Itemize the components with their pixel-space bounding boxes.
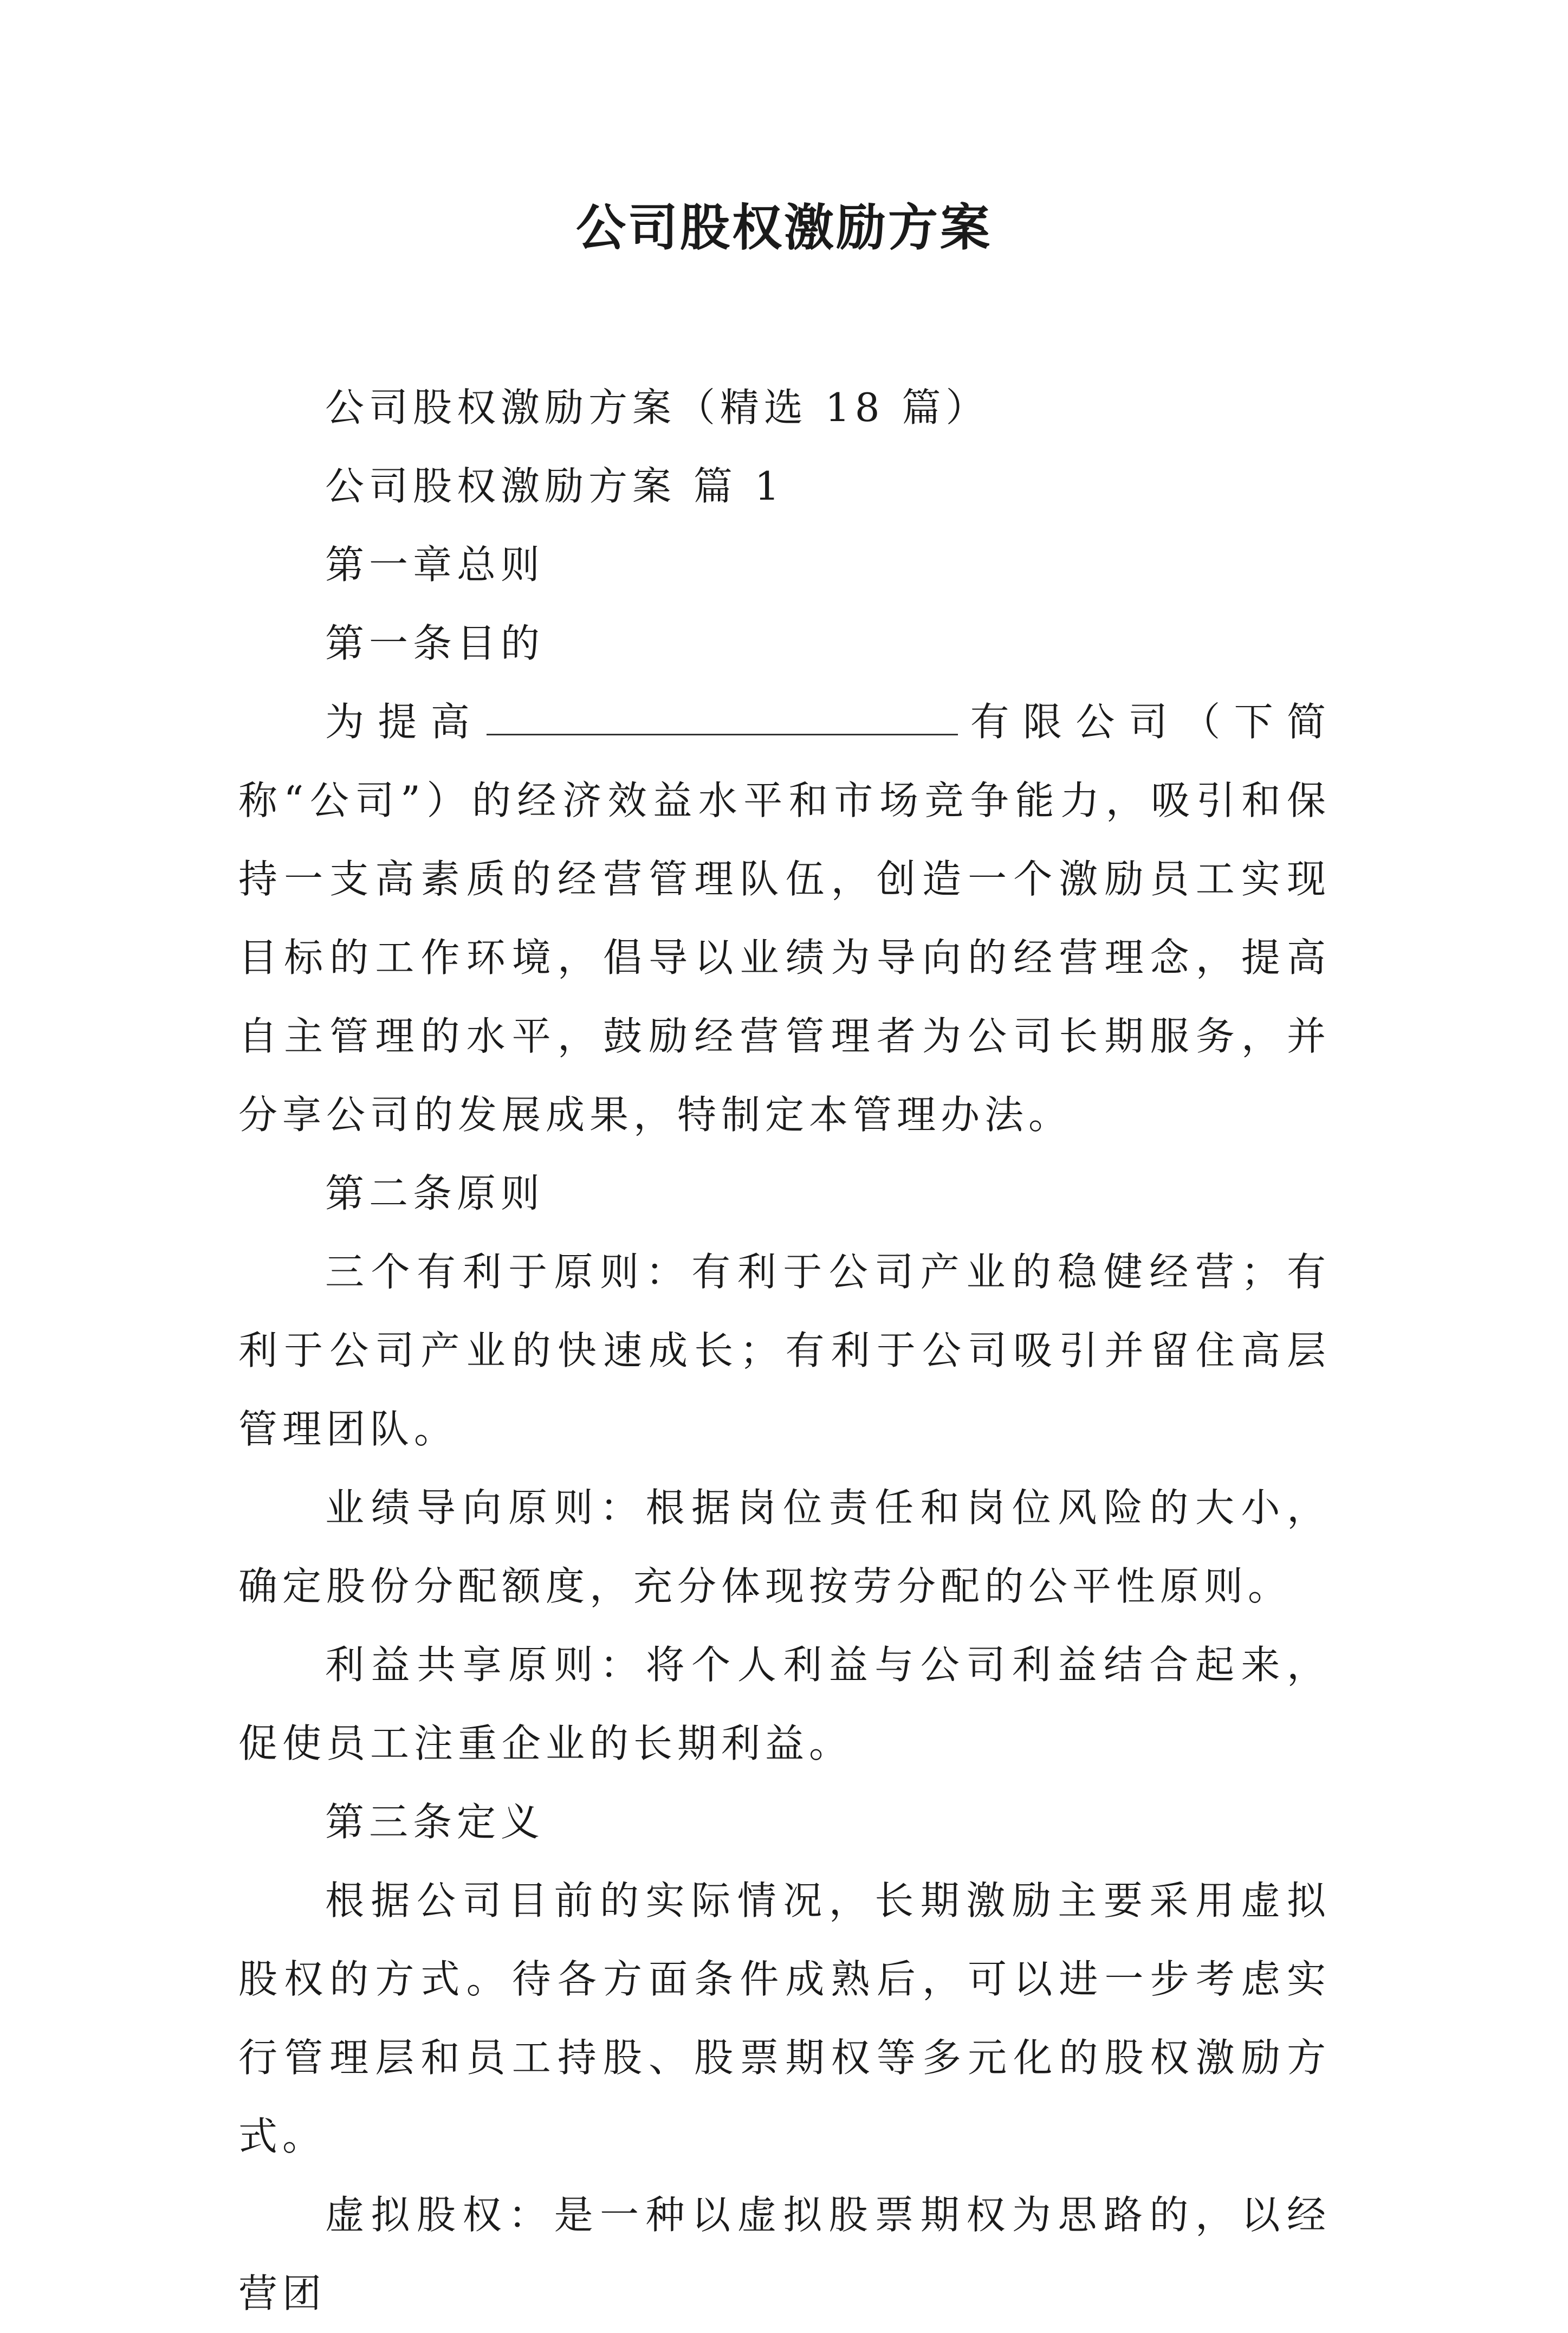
paragraph-subtitle: 公司股权激励方案（精选 18 篇）: [325, 385, 990, 430]
purpose-text: 有限公司（下简称“公司”）的经济效益水平和市场竞争能力，吸引和保持一支高素质的经营管理队伍，创造一个激励员工实现目标的工作环境，倡导以业绩为导向的经营理念，提高自主管理的水平，鼓励经营管理者为公司长期服务，并分享公司的发展成果，特制定本管理办法。: [238, 699, 1331, 1138]
purpose-prefix: 为提高: [325, 699, 484, 745]
company-name-blank: [487, 734, 958, 735]
paragraph-article-heading: 第一条目的: [325, 621, 545, 666]
paragraph-article-heading: 第二条原则: [325, 1171, 545, 1216]
paragraph-purpose: [238, 683, 1331, 1154]
paragraph-article-heading: 第三条定义: [325, 1799, 545, 1845]
document-title: 公司股权激励方案: [575, 198, 992, 257]
paragraph-chapter-heading: 第一章总则: [325, 542, 545, 587]
paragraph-principle: 利益共享原则：将个人利益与公司利益结合起来，促使员工注重企业的长期利益。: [238, 1642, 1331, 1766]
document-body: [238, 369, 1331, 2333]
paragraph-principle: 业绩导向原则：根据岗位责任和岗位风险的大小，确定股份分配额度，充分体现按劳分配的公平性原则。: [238, 1485, 1331, 1609]
paragraph-definition: 根据公司目前的实际情况，长期激励主要采用虚拟股权的方式。待各方面条件成熟后，可以进一步考虑实行管理层和员工持股、股票期权等多元化的股权激励方式。: [238, 1878, 1331, 2159]
paragraph-principle: 三个有利于原则：有利于公司产业的稳健经营；有利于公司产业的快速成长；有利于公司吸引并留住高层管理团队。: [238, 1249, 1331, 1452]
paragraph-section-heading: 公司股权激励方案 篇 1: [325, 463, 785, 509]
paragraph-definition: 虚拟股权：是一种以虚拟股票期权为思路的，以经营团: [238, 2192, 1331, 2316]
